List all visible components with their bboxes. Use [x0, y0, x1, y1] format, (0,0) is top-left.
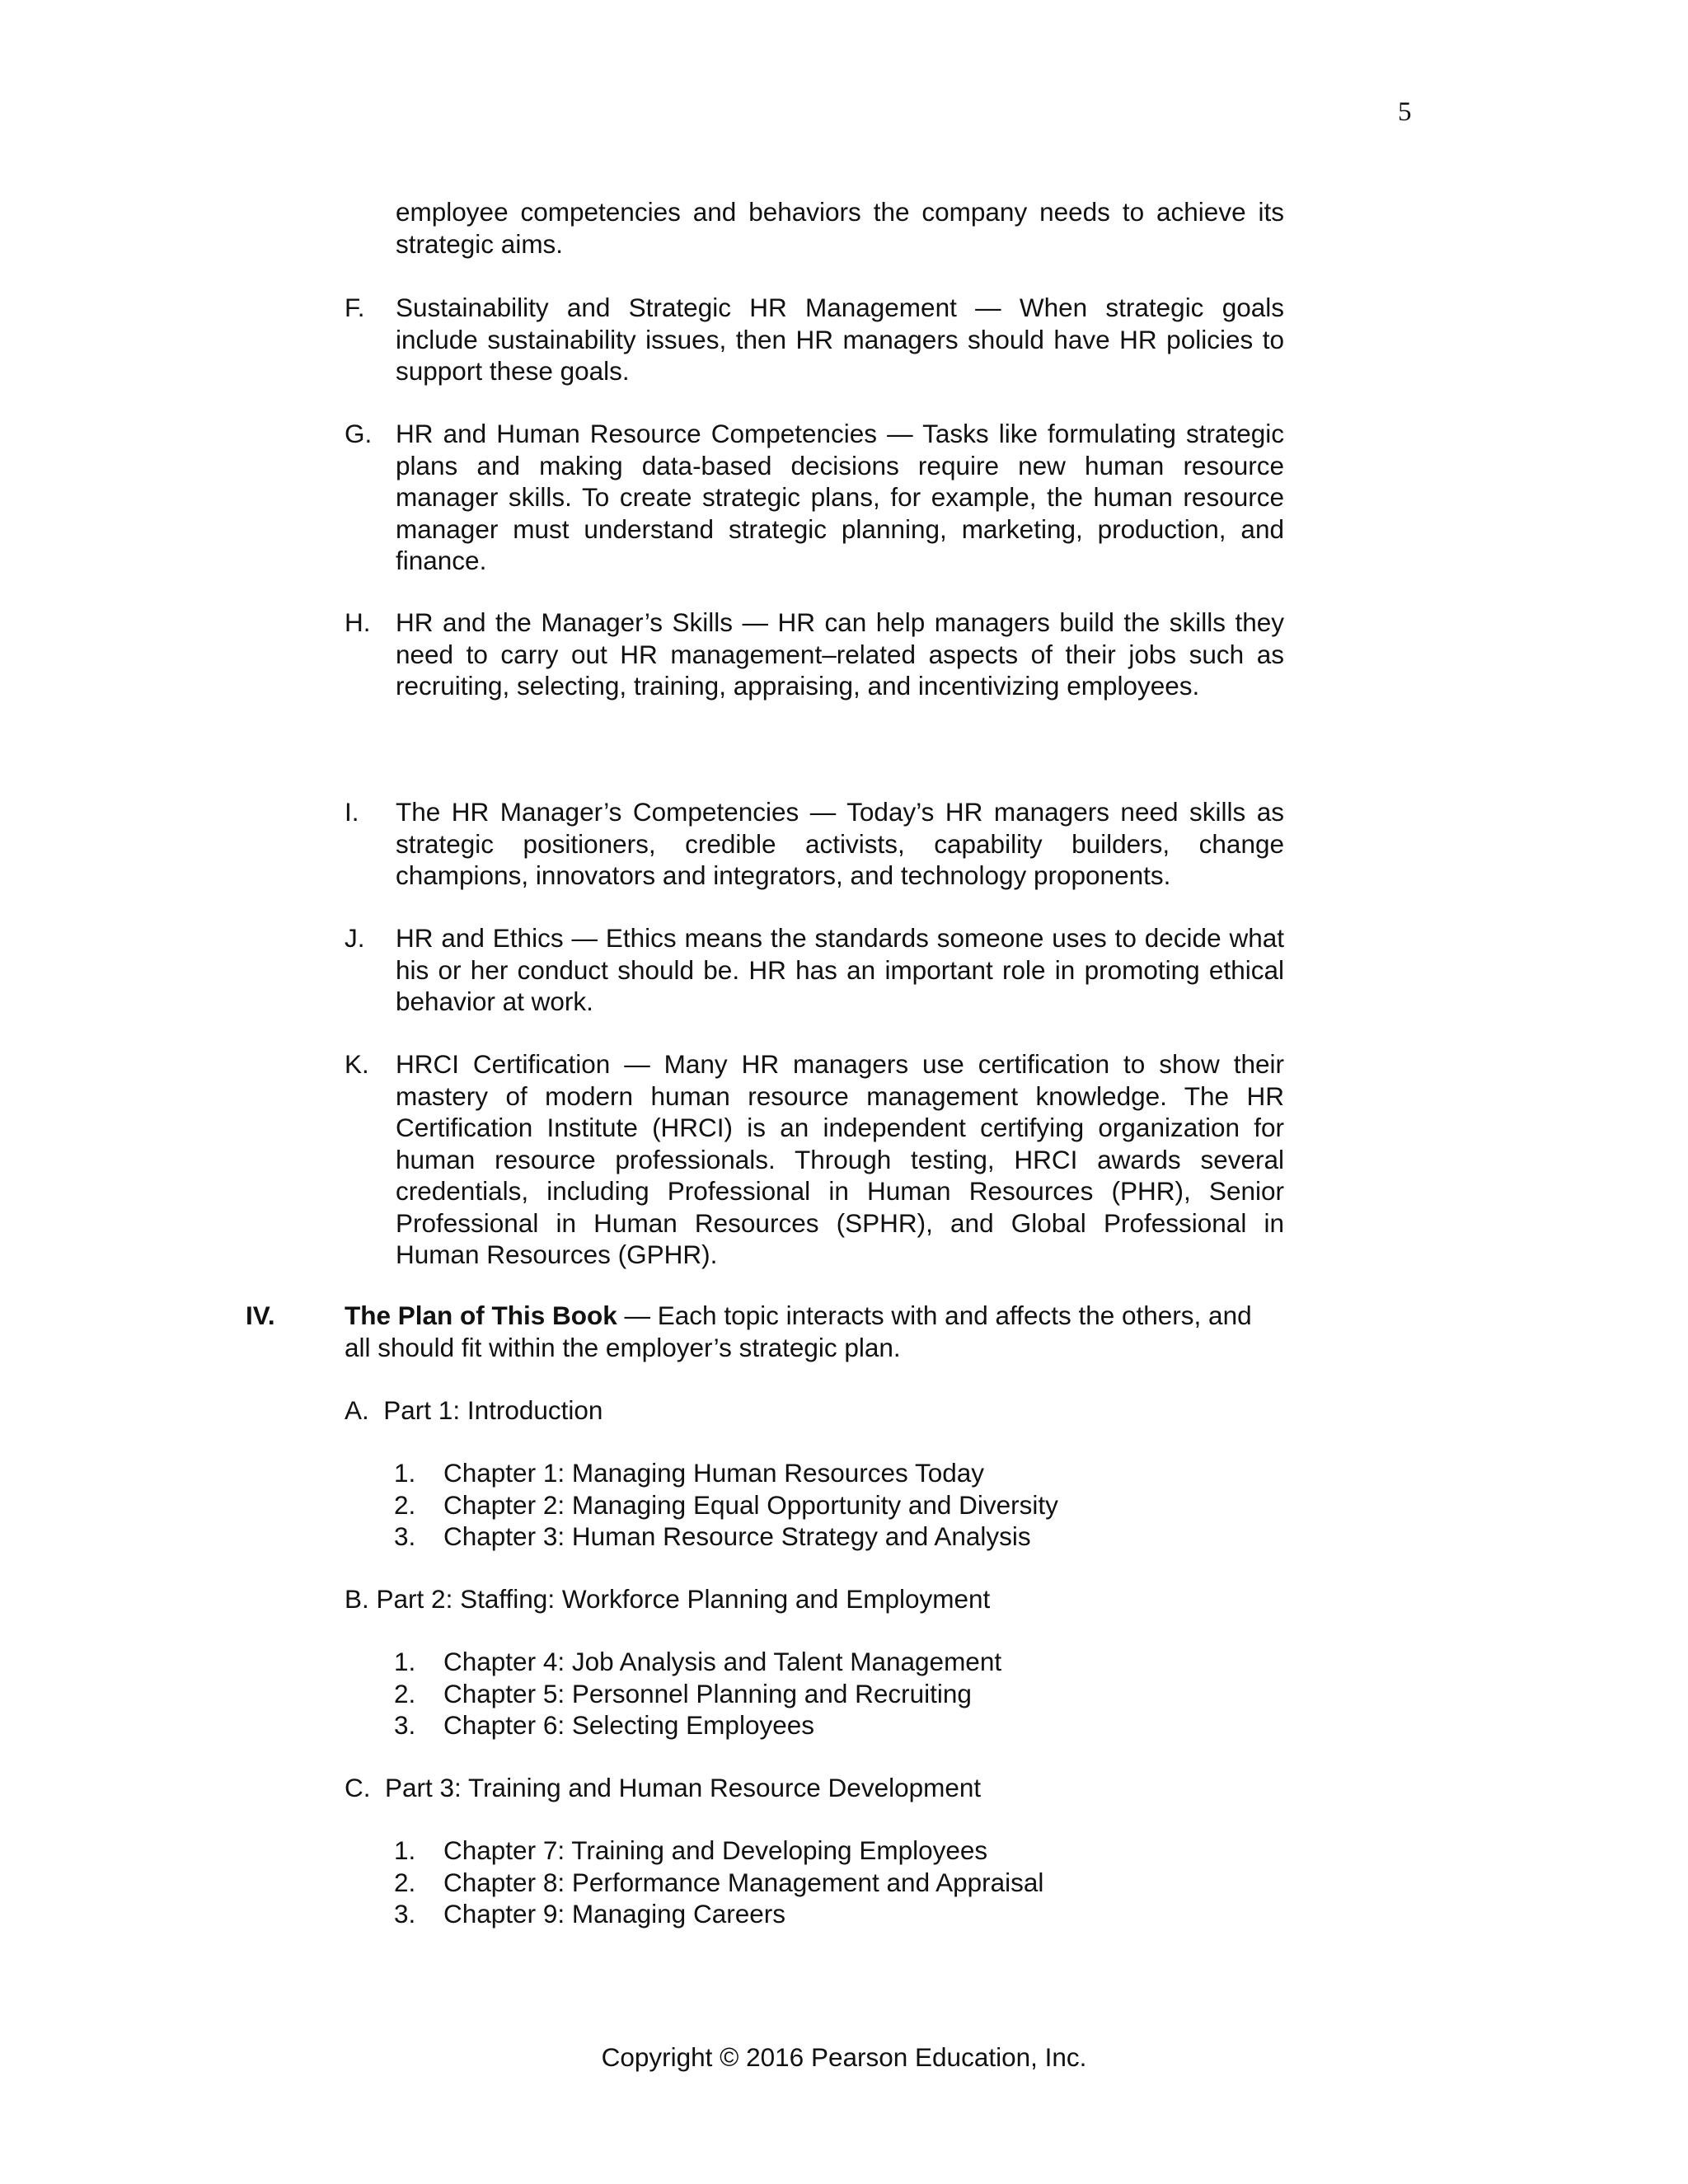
chapter-number: 3. [394, 1521, 416, 1551]
chapter-title: Chapter 3: Human Resource Strategy and Analysis [443, 1521, 1031, 1551]
item-marker: G. [345, 419, 373, 448]
part-marker: A. [345, 1395, 369, 1425]
part-label: Part 2: Staffing: Workforce Planning and Employment [376, 1584, 991, 1614]
list-item-f [345, 292, 1284, 387]
item-marker: K. [345, 1049, 369, 1079]
chapter-title: Chapter 1: Managing Human Resources Today [443, 1458, 985, 1488]
section-title: The Plan of This Book [345, 1301, 617, 1330]
part-heading-a [345, 1394, 603, 1427]
item-text: HR and Human Resource Competencies — Tasks like formulating strategic plans and making data-based decisions require new human resource manager skills. To create strategic plans, for example, the human resource manager must understand strategic planning, marketing, production, and finance. [396, 419, 1284, 575]
continuation-paragraph: employee competencies and behaviors the company needs to achieve its strategic aims. [396, 197, 1284, 259]
item-text: Sustainability and Strategic HR Management — When strategic goals include sustainability issues, then HR managers should have HR policies to support these goals. [396, 293, 1284, 386]
list-item-j [345, 922, 1284, 1018]
copyright-footer: Copyright © 2016 Pearson Education, Inc. [601, 2042, 1087, 2072]
chapter-title: Chapter 8: Performance Management and Appraisal [443, 1867, 1044, 1897]
chapter-title: Chapter 9: Managing Careers [443, 1899, 785, 1929]
part-marker: B. [345, 1584, 369, 1614]
chapter-number: 2. [394, 1489, 416, 1520]
part-label: Part 1: Introduction [383, 1395, 603, 1425]
page-number: 5 [1398, 97, 1412, 127]
part-heading-b [345, 1583, 990, 1615]
chapter-title: Chapter 6: Selecting Employees [443, 1710, 814, 1740]
section-text: — Each topic interacts with and affects the others, and all should fit within the employer’s strategic plan. [345, 1301, 1252, 1362]
section-paragraph [345, 1300, 1284, 1363]
part-marker: C. [345, 1773, 371, 1802]
part-label: Part 3: Training and Human Resource Development [385, 1773, 982, 1802]
item-marker: H. [345, 607, 371, 637]
chapter-title: Chapter 5: Personnel Planning and Recruiting [443, 1678, 972, 1708]
chapter-title: Chapter 4: Job Analysis and Talent Management [443, 1647, 1002, 1676]
chapter-title: Chapter 2: Managing Equal Opportunity and Diversity [443, 1489, 1058, 1520]
chapter-title: Chapter 7: Training and Developing Employees [443, 1835, 988, 1865]
chapter-number: 1. [394, 1835, 416, 1865]
item-text: HR and the Manager’s Skills — HR can help managers build the skills they need to carry out HR management–related aspects of their jobs such as recruiting, selecting, training, appraising, and incentivizing employees. [396, 607, 1284, 701]
item-marker: J. [345, 923, 365, 953]
section-numeral: IV. [246, 1301, 275, 1330]
item-marker: F. [345, 293, 365, 322]
chapter-number: 2. [394, 1867, 416, 1897]
list-item-g [345, 418, 1284, 577]
chapter-number: 2. [394, 1678, 416, 1708]
part-heading-c [345, 1772, 981, 1804]
chapter-number: 3. [394, 1899, 416, 1929]
item-text: HR and Ethics — Ethics means the standards someone uses to decide what his or her conduct should be. HR has an important role in promoting ethical behavior at work. [396, 923, 1284, 1016]
item-text: The HR Manager’s Competencies — Today’s HR managers need skills as strategic positioners, credible activists, capability builders, change champions, innovators and integrators, and technology proponents. [396, 797, 1284, 890]
item-text: HRCI Certification — Many HR managers use certification to show their mastery of modern human resource management knowledge. The HR Certification Institute (HRCI) is an independent certifying organization for human resource professionals. Through testing, HRCI awards several credentials, including Professional in Human Resources (PHR), Senior Professional in Human Resources (SPHR), and Global Professional in Human Resources (GPHR). [396, 1049, 1284, 1269]
list-item-h [345, 607, 1284, 702]
list-item-k [345, 1048, 1284, 1271]
chapter-number: 1. [394, 1647, 416, 1676]
item-marker: I. [345, 797, 359, 827]
list-item-i [345, 796, 1284, 892]
chapter-number: 1. [394, 1458, 416, 1488]
chapter-number: 3. [394, 1710, 416, 1740]
